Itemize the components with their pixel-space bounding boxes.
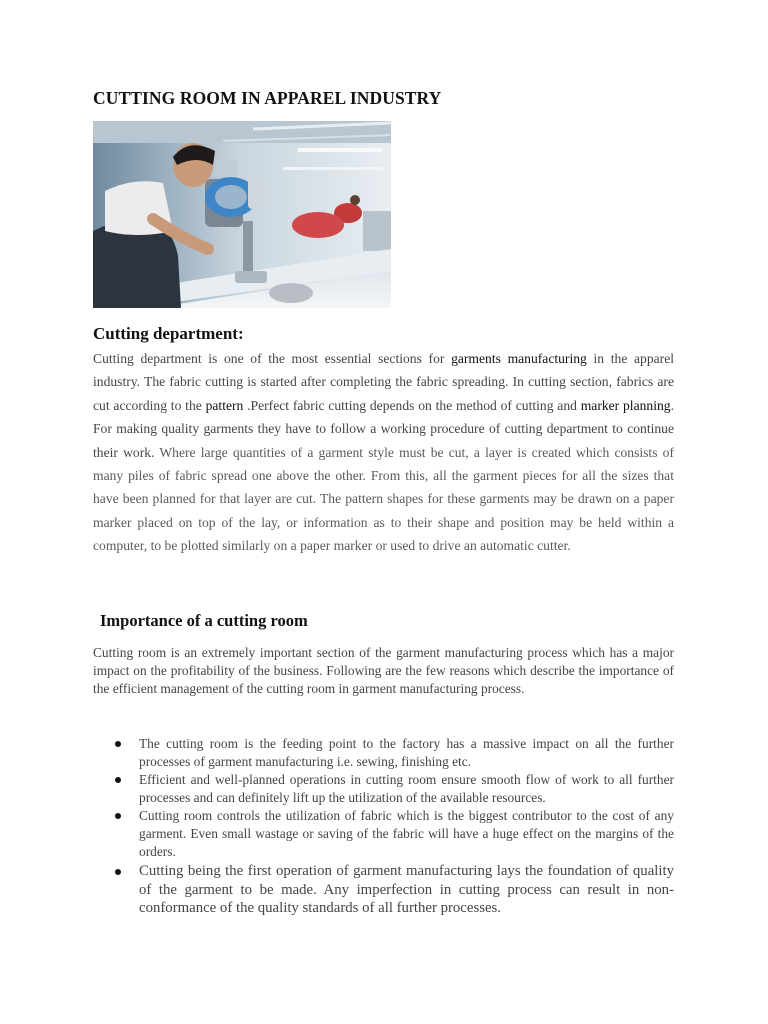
importance-bullet-list bbox=[115, 735, 674, 918]
importance-heading: Importance of a cutting room bbox=[100, 611, 308, 630]
link-pattern[interactable]: pattern bbox=[205, 397, 244, 413]
link-garments-manufacturing[interactable]: garments manufacturing bbox=[451, 351, 587, 366]
paragraph-text-lite: Where large quantities of a garment style must be cut, a layer is created which consists of many piles of fabric spread one above the other. From this, all the garment pieces for all the sizes that have been planned for that layer are cut. The pattern shapes for these garments may be drawn on a paper marker placed on top of the lay, or information as to their shape and position may be held within a computer, to be plotted similarly on a paper marker or used to drive an automatic cutter. bbox=[93, 444, 674, 554]
list-item bbox=[115, 735, 674, 771]
list-item-text: The cutting room is the feeding point to the factory has a massive impact on all the further processes of garment manufacturing i.e. sewing, finishing etc. bbox=[139, 736, 674, 769]
cutting-department-paragraph bbox=[93, 347, 674, 558]
link-marker-planning[interactable]: marker planning bbox=[580, 397, 671, 413]
list-item-text: Cutting being the first operation of garment manufacturing lays the foundation of quality of the garment to be made. Any imperfection in cutting process can result in non-conformance of the quality standards of all further processes. bbox=[139, 863, 674, 916]
paragraph-text: in the apparel industry. The fabric cutting is started after completing the fabric spreading. In cutting section, fabrics are cut according to the bbox=[93, 351, 675, 413]
list-item bbox=[115, 807, 674, 861]
bullet-icon bbox=[115, 869, 121, 875]
bullet-icon bbox=[115, 741, 121, 747]
cutting-department-heading: Cutting department: bbox=[93, 324, 244, 343]
importance-intro-paragraph: Cutting room is an extremely important section of the garment manufacturing process which has a major impact on the profitability of the business. Following are the few reasons which describe the importance of the efficient management of the cutting room in garment manufacturing process. bbox=[93, 645, 674, 697]
factory-photo-illustration bbox=[93, 121, 391, 308]
list-item bbox=[115, 862, 674, 918]
paragraph-text: Cutting department is one of the most essential sections for bbox=[93, 351, 452, 366]
page-title: CUTTING ROOM IN APPAREL INDUSTRY bbox=[93, 88, 442, 108]
bullet-icon bbox=[115, 777, 121, 783]
paragraph-text: .Perfect fabric cutting depends on the method of cutting and bbox=[243, 397, 581, 413]
list-item-text: Efficient and well-planned operations in cutting room ensure smooth flow of work to all further processes and can definitely lift up the utilization of the available resources. bbox=[139, 772, 674, 805]
paragraph-text: . For making quality garments they have to follow a working procedure of cutting department to continue their work. bbox=[93, 397, 674, 460]
bullet-icon bbox=[115, 813, 121, 819]
list-item-text: Cutting room controls the utilization of fabric which is the biggest contributor to the cost of any garment. Even small wastage or saving of the fabric will have a huge effect on the margins of the orders. bbox=[139, 808, 674, 859]
list-item bbox=[115, 771, 674, 807]
cutting-machine-photo bbox=[93, 121, 391, 308]
